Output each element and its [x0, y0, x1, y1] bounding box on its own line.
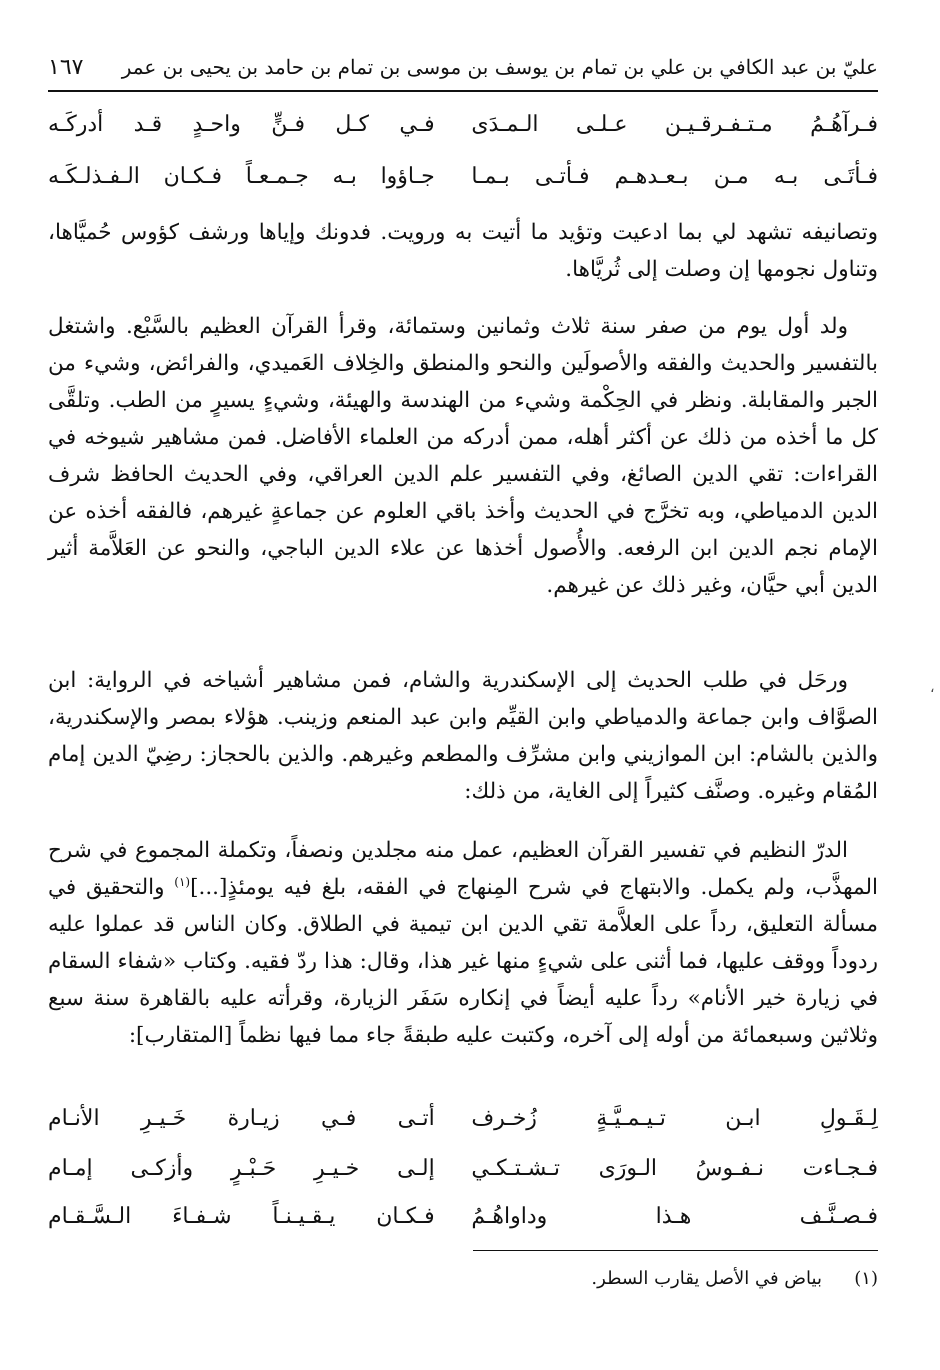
- book-page: [48, 0, 878, 1370]
- verse-line-1: [48, 112, 878, 137]
- margin-mark: ،: [930, 680, 935, 696]
- header-title: عليّ بن عبد الكافي بن علي بن تمام بن يوسف بن موسى بن تمام بن حامد بن يحيى بن عمر: [121, 55, 878, 79]
- paragraph-4-part-1: الدرّ النظيم في تفسير القرآن العظيم، عمل منه مجلدين ونصفاً، وتكملة المجموع في شرح المهذَّب، ولم يكمل. والابتهاج في شرح المِنهاج في الفقه، بلغ فيه يومئذٍ[...]: [48, 838, 878, 900]
- page-number: ١٦٧: [48, 54, 84, 80]
- footnote-reference: (١): [174, 874, 191, 889]
- verse-line-3: [48, 1106, 878, 1131]
- footnote: [48, 1268, 878, 1289]
- footnote-divider: [473, 1250, 878, 1251]
- verse-hemistich: أتـى فـي زيـارة خَـيـرِ الأنـام: [48, 1106, 435, 1131]
- running-header: [48, 44, 878, 92]
- verse-hemistich: فـكـان يـقـيـنـاً شـفـاءَ الـسَّـقـام: [48, 1204, 435, 1229]
- paragraph-2: ولد أول يوم من صفر سنة ثلاث وثمانين وستمائة، وقرأ القرآن العظيم بالسَّبْع. واشتغل بالتفسير والحديث والفقه والأصولَين والنحو والمنطق والخِلاف العَميدي، والفرائض، وشيء من الجبر والمقابلة. ونظر في الحِكْمة وشيء من الهندسة والهيئة، وشيءٍ يسيرٍ من الطب. وتلقَّى كل ما أخذه من ذلك عن أكثر أهله، ممن أدركه من العلماء الأفاضل. فمن مشاهير شيوخه في القراءات: تقي الدين الصائغ، وفي التفسير علم الدين العراقي، وفي الحديث الحافظ شرف الدين الدمياطي، وبه تخرَّج في الحديث وأخذ باقي العلوم عن جماعةٍ غيرهم، فالفقه أخذه عن الإمام نجم الدين ابن الرفعه. والأُصول أخذها عن علاء الدين الباجي، والنحو عن العَلاَّمة أثير الدين أبي حيَّان، وغير ذلك عن غيرهم.: [48, 314, 878, 598]
- verse-hemistich: فـي كـل فـنٍّ واحـدٍ قـد أدركَـه: [48, 112, 435, 137]
- verse-line-5: [48, 1204, 878, 1229]
- verse-hemistich: فـرآهُـمُ مـتـفـرقـيـن عـلـى الـمـدَى: [471, 112, 878, 137]
- footnote-number: (١): [854, 1268, 878, 1289]
- verse-hemistich: لِـقَـولِ ابـن تـيـمـيَّـةٍ زُخـرف: [471, 1106, 878, 1131]
- paragraph-3: ورحَل في طلب الحديث إلى الإسكندرية والشام، فمن مشاهير أشياخه في الرواية: ابن الصوَّاف وابن جماعة والدمياطي وابن القيِّم وابن عبد المنعم وزينب. هؤلاء بمصر والإسكندرية، والذين بالشام: ابن الموازيني وابن مشرِّف والمطعم وغيرهم. والذين بالحجاز: رضِيّ الدين إمام المُقام وغيره. وصنَّف كثيراً إلى الغاية، من ذلك:: [48, 668, 878, 804]
- verse-line-4: [48, 1156, 878, 1181]
- paragraph-4: [48, 832, 878, 1054]
- paragraph-4-part-2: والتحقيق في مسألة التعليق، رداً على العلاَّمة تقي الدين ابن تيمية في الطلاق. وكان الناس قد عملوا عليه ردوداً ووقف عليها، فما أثنى على شيءٍ منها غير هذا، وقال: هذا ردّ فقيه. وكتاب «شفاء السقام في زيارة خير الأنام» رداً عليه أيضاً في إنكاره سَفَر الزيارة، وقرأته عليه بالقاهرة سنة سبع وثلاثين وسبعمائة من أوله إلى آخره، وكتبت عليه طبقةً جاء مما فيها نظماً [المتقارب]:: [48, 875, 878, 1048]
- verse-hemistich: إلـى خـيـرِ حَـبْـرٍ وأزكـى إمـام: [48, 1156, 435, 1181]
- paragraph-1: وتصانيفه تشهد لي بما ادعيت وتؤيد ما أتيت به ورويت. فدونك وإياها ورشف كؤوس حُميَّاها، وتناول نجومها إن وصلت إلى ثُريَّاها.: [48, 220, 878, 282]
- verse-hemistich: فـجـاءت نـفـوسُ الـورَى تـشـتـكـي: [471, 1156, 878, 1181]
- verse-hemistich: فـصـنَّـف هـذا وداواهُـمُ: [471, 1204, 878, 1229]
- footnote-text: بياض في الأصل يقارب السطر.: [591, 1268, 822, 1289]
- verse-line-2: [48, 164, 878, 189]
- verse-hemistich: جـاؤوا بـه جـمـعـاً فـكـان الـفـذلـكَـه: [48, 164, 435, 189]
- verse-hemistich: فـأتَـى بـه مـن بـعـدهـم فـأتـى بـمـا: [471, 164, 878, 189]
